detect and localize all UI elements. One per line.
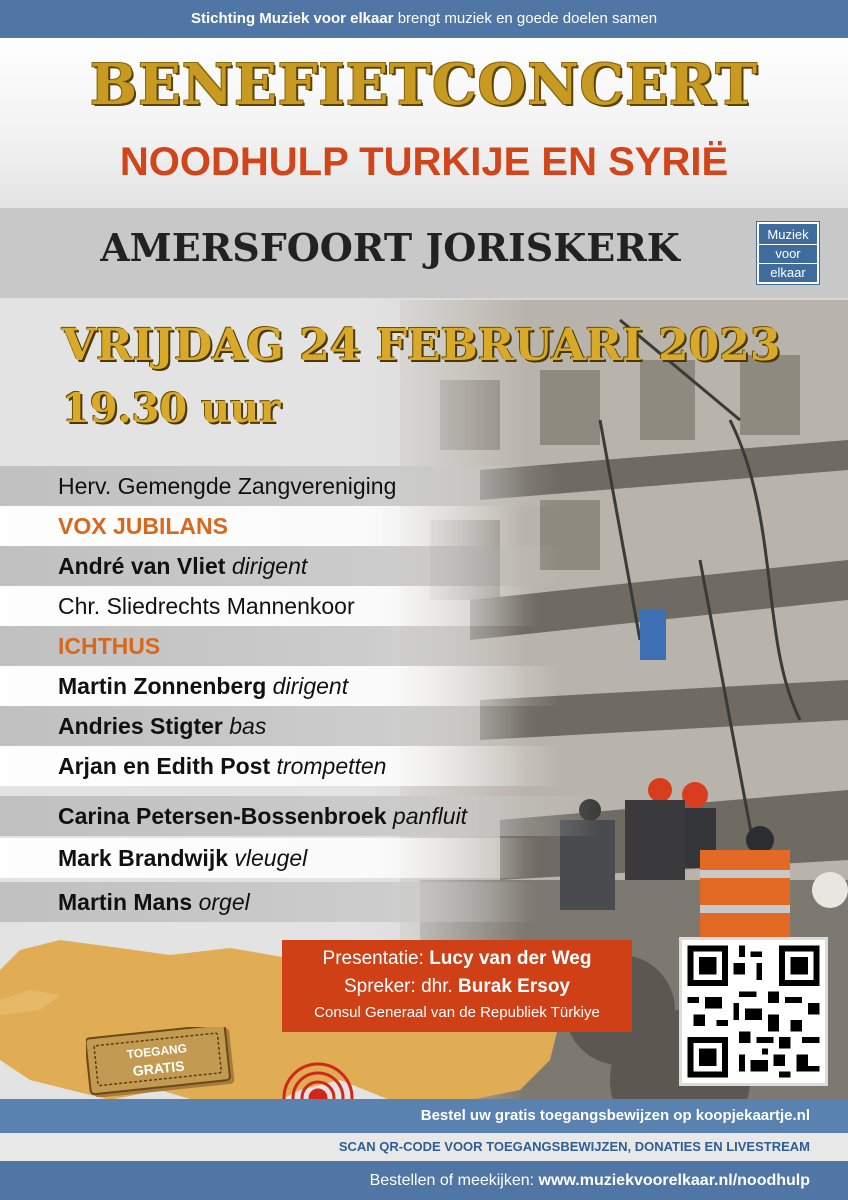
logo-line-2: voor <box>759 245 817 264</box>
performer-role: orgel <box>198 889 250 915</box>
scan-qr-banner: SCAN QR-CODE VOOR TOEGANGSBEWIJZEN, DONATIES EN LIVESTREAM <box>0 1133 848 1161</box>
speaker-line <box>282 976 632 998</box>
performer-name: Andries Stigter <box>58 713 223 739</box>
presenter-label: Presentatie: <box>322 948 424 969</box>
performer-role: vleugel <box>234 845 308 871</box>
qr-code[interactable] <box>682 940 825 1083</box>
performer-name: Carina Petersen-Bossenbroek <box>58 803 387 829</box>
performer-name: André van Vliet <box>58 553 226 579</box>
website-link[interactable]: www.muziekvoorelkaar.nl/noodhulp <box>538 1172 810 1189</box>
program-text: ICHTHUS <box>58 633 161 659</box>
program-row <box>0 838 540 878</box>
foundation-name: Stichting Muziek voor elkaar <box>190 10 394 27</box>
concert-subtitle: NOODHULP TURKIJE EN SYRIË <box>119 140 729 184</box>
presentation-box <box>282 940 632 1032</box>
presenter-name: Lucy van der Weg <box>429 948 592 969</box>
ticket-line-1: TOEGANG <box>126 1041 188 1062</box>
performer-role: panfluit <box>392 803 468 829</box>
program-row <box>0 796 600 836</box>
performer-role: dirigent <box>231 553 308 579</box>
program-row <box>0 706 540 746</box>
foundation-tagline: brengt muziek en goede doelen samen <box>397 10 658 27</box>
performer-name: Mark Brandwijk <box>58 845 228 871</box>
program-row <box>0 586 540 626</box>
speaker-label: Spreker: dhr. <box>343 976 453 997</box>
top-banner <box>0 0 848 38</box>
program-text: Chr. Sliedrechts Mannenkoor <box>58 593 355 619</box>
program-row <box>0 666 560 706</box>
muziek-voor-elkaar-logo <box>757 222 819 284</box>
program-row <box>0 466 560 506</box>
performer-role: trompetten <box>276 753 387 779</box>
concert-time: 19.30 uur <box>62 385 281 432</box>
program-row <box>0 506 520 546</box>
ticket-line-2: GRATIS <box>132 1057 186 1079</box>
performer-name: Arjan en Edith Post <box>58 753 271 779</box>
program-row <box>0 626 520 666</box>
performer-name: Martin Mans <box>58 889 193 915</box>
program-row <box>0 746 560 786</box>
performer-role: bas <box>229 713 267 739</box>
speaker-title: Consul Generaal van de Republiek Türkiye <box>314 1004 600 1021</box>
logo-line-3: elkaar <box>770 265 806 280</box>
program-text: Herv. Gemengde Zangvereniging <box>58 473 397 499</box>
concert-date: VRIJDAG 24 FEBRUARI 2023 <box>62 320 781 371</box>
speaker-name: Burak Ersoy <box>458 976 570 997</box>
performer-role: dirigent <box>272 673 349 699</box>
program-row <box>0 882 540 922</box>
ticket-icon <box>86 1027 236 1097</box>
program-row <box>0 546 560 586</box>
logo-line-1: Muziek <box>759 226 817 245</box>
performer-name: Martin Zonnenberg <box>58 673 267 699</box>
website-label: Bestellen of meekijken: <box>369 1172 535 1189</box>
website-banner <box>0 1161 848 1200</box>
presenter-line <box>282 948 632 970</box>
order-tickets-banner: Bestel uw gratis toegangsbewijzen op koopjekaartje.nl <box>0 1099 848 1133</box>
program-text: VOX JUBILANS <box>58 513 228 539</box>
concert-title: BENEFIETCONCERT <box>89 52 759 118</box>
venue-name: AMERSFOORT JORISKERK <box>100 225 680 270</box>
